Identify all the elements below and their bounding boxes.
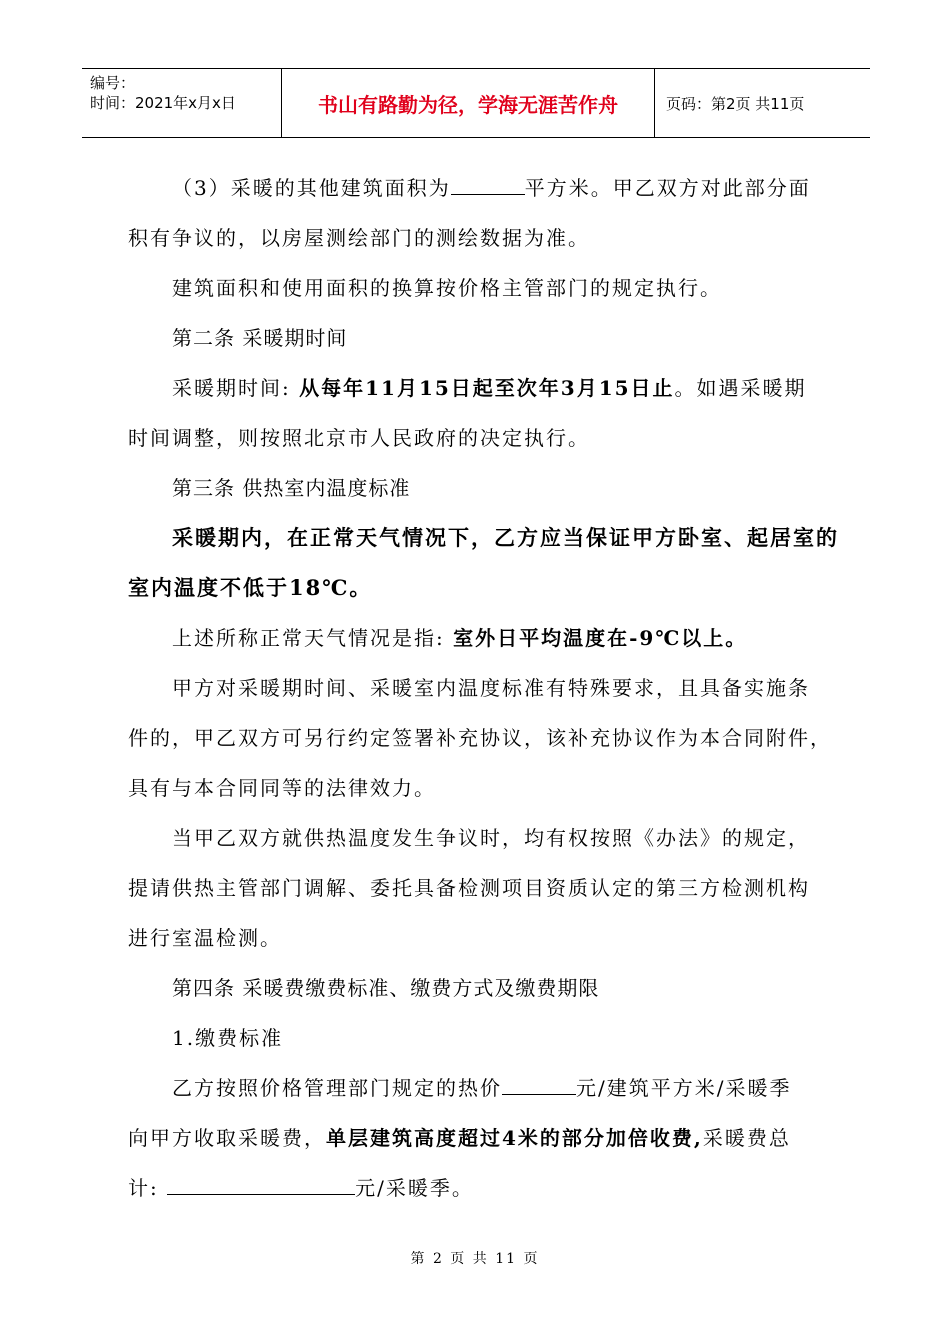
text: 采暖期时间:	[172, 376, 300, 400]
bold-text: 采暖期内，在正常天气情况下，乙方应当保证甲方卧室、起居室的	[172, 525, 839, 550]
article-2-heading: 第二条 采暖期时间	[172, 326, 348, 350]
article-4-heading: 第四条 采暖费缴费标准、缴费方式及缴费期限	[172, 976, 600, 1000]
fill-in-blank	[167, 1176, 355, 1195]
paragraph-heating-area-line2: 积有争议的，以房屋测绘部门的测绘数据为准。	[128, 226, 590, 250]
text: 上述所称正常天气情况是指:	[172, 626, 454, 650]
paragraph-special-req-line2: 件的，甲乙双方可另行约定签署补充协议，该补充协议作为本合同附件，	[128, 726, 832, 750]
paragraph-special-req-line1: 甲方对采暖期时间、采暖室内温度标准有特殊要求，且具备实施条	[172, 676, 810, 700]
paragraph-special-req-line3: 具有与本合同同等的法律效力。	[128, 776, 436, 800]
paragraph-fee-line1	[172, 1072, 791, 1101]
text: 元/建筑平方米/采暖季	[576, 1076, 792, 1100]
text: 采暖费总	[702, 1126, 791, 1150]
document-number-label: 编号：	[90, 74, 136, 92]
paragraph-fee-line3	[128, 1172, 474, 1201]
article-3-heading: 第三条 供热室内温度标准	[172, 476, 411, 500]
fill-in-blank	[502, 1076, 576, 1095]
text: 元/采暖季。	[355, 1176, 474, 1200]
header-page-info: 页码：第2页 共11页	[666, 95, 805, 113]
text: （3）采暖的其他建筑面积为	[172, 176, 451, 200]
text: 计:	[128, 1176, 168, 1200]
text: 乙方按照价格管理部门规定的热价	[172, 1076, 502, 1100]
fill-in-blank	[451, 176, 525, 195]
page-footer: 第 2 页 共 11 页	[410, 1251, 540, 1267]
bold-text: 室内温度不低于18℃。	[128, 575, 373, 600]
paragraph-heating-period-line2: 时间调整，则按照北京市人民政府的决定执行。	[128, 426, 590, 450]
text: 平方米。甲乙双方对此部分面	[524, 176, 811, 200]
subsection-fee-standard: 1.缴费标准	[172, 1026, 284, 1050]
header-motto: 书山有路勤为径，学海无涯苦作舟	[318, 93, 618, 117]
header-divider	[654, 69, 655, 137]
paragraph-temperature-line1	[172, 522, 839, 552]
paragraph-area-conversion: 建筑面积和使用面积的换算按价格主管部门的规定执行。	[172, 276, 722, 300]
text: 。如遇采暖期	[674, 376, 807, 400]
paragraph-heating-period-line1	[172, 372, 807, 401]
header-meta	[90, 73, 280, 113]
paragraph-heating-area-line1	[172, 172, 811, 201]
paragraph-dispute-line1: 当甲乙双方就供热温度发生争议时，均有权按照《办法》的规定，	[172, 826, 810, 850]
text: 向甲方收取采暖费，	[128, 1126, 326, 1150]
bold-text: 从每年11月15日起至次年3月15日止	[299, 376, 675, 400]
page-header	[82, 68, 870, 138]
paragraph-fee-line2	[128, 1122, 791, 1151]
paragraph-normal-weather	[172, 622, 747, 651]
bold-text: 室外日平均温度在-9℃以上。	[453, 626, 748, 650]
header-divider	[281, 69, 282, 137]
document-date-label: 时间：2021年x月x日	[90, 94, 236, 112]
bold-text: 单层建筑高度超过4米的部分加倍收费,	[326, 1126, 703, 1150]
paragraph-dispute-line3: 进行室温检测。	[128, 926, 282, 950]
paragraph-dispute-line2: 提请供热主管部门调解、委托具备检测项目资质认定的第三方检测机构	[128, 876, 810, 900]
paragraph-temperature-line2	[128, 572, 372, 602]
